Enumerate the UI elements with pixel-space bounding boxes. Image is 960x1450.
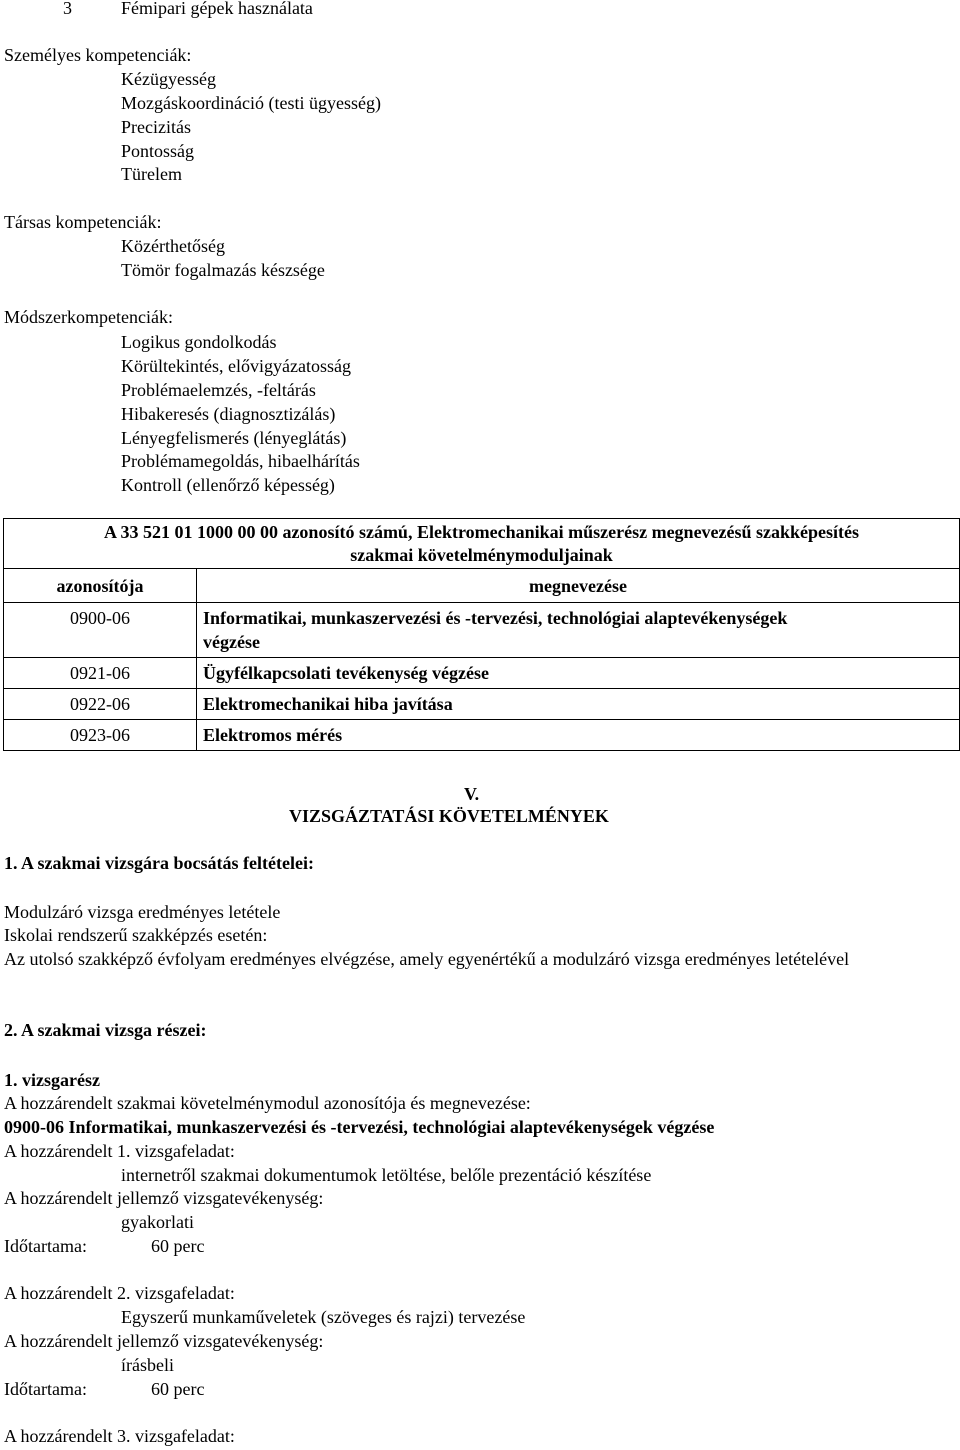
- list-item: Problémamegoldás, hibaelhárítás: [121, 451, 360, 471]
- module-id: 0900-06: [4, 603, 197, 658]
- module-name: Elektromechanikai hiba javítása: [197, 689, 960, 720]
- paragraph: Az utolsó szakképző évfolyam eredményes elvégzése, amely egyenértékű a modulzáró vizsga eredményes letételével: [4, 949, 850, 969]
- list-item: Türelem: [121, 164, 182, 184]
- table-row: [4, 720, 960, 751]
- list-item: Logikus gondolkodás: [121, 332, 277, 352]
- module-id: 0921-06: [4, 658, 197, 689]
- list-item: Közérthetőség: [121, 236, 225, 256]
- table-title-line1: A 33 521 01 1000 00 00 azonosító számú, Elektromechanikai műszerész megnevezésű szakképesítés: [103, 522, 860, 542]
- list-item: Problémaelemzés, -feltárás: [121, 380, 316, 400]
- activity1-value: gyakorlati: [121, 1212, 194, 1232]
- module-number: 3: [63, 0, 72, 18]
- column-header-name: megnevezése: [197, 569, 960, 603]
- duration2-value: 60 perc: [151, 1379, 205, 1399]
- part-heading: 1. vizsgarész: [4, 1070, 100, 1090]
- table-title: [4, 519, 960, 569]
- list-item: Lényegfelismerés (lényeglátás): [121, 428, 347, 448]
- module-name: [197, 603, 960, 658]
- list-item: Precizitás: [121, 117, 191, 137]
- list-item: Kézügyesség: [121, 69, 216, 89]
- task1-label: A hozzárendelt 1. vizsgafeladat:: [4, 1141, 235, 1161]
- table-title-line2: szakmai követelménymoduljainak: [350, 545, 613, 565]
- activity1-label: A hozzárendelt jellemző vizsgatevékenység:: [4, 1188, 324, 1208]
- list-item: Hibakeresés (diagnosztizálás): [121, 404, 336, 424]
- module-id: 0922-06: [4, 689, 197, 720]
- task3-label: A hozzárendelt 3. vizsgafeladat:: [4, 1426, 235, 1446]
- module-label: A hozzárendelt szakmai követelménymodul azonosítója és megnevezése:: [4, 1093, 531, 1113]
- social-competencies-label: Társas kompetenciák:: [4, 212, 162, 232]
- duration1-label: Időtartama:: [4, 1236, 87, 1256]
- section-heading: 1. A szakmai vizsgára bocsátás feltételei:: [4, 853, 314, 873]
- table-header-row: [4, 569, 960, 603]
- duration1-value: 60 perc: [151, 1236, 205, 1256]
- paragraph-line: Iskolai rendszerű szakképzés esetén:: [4, 925, 268, 945]
- table-row: [4, 689, 960, 720]
- module-name-line2: végzése: [203, 632, 260, 652]
- module-title: Fémipari gépek használata: [121, 0, 313, 18]
- modules-table: [3, 518, 960, 751]
- column-header-id: azonosítója: [4, 569, 197, 603]
- personal-competencies-label: Személyes kompetenciák:: [4, 45, 192, 65]
- table-row: [4, 603, 960, 658]
- list-item: Pontosság: [121, 141, 195, 161]
- chapter-title: VIZSGÁZTATÁSI KÖVETELMÉNYEK: [289, 806, 609, 826]
- module-id: 0923-06: [4, 720, 197, 751]
- chapter-number: V.: [464, 784, 480, 804]
- activity2-value: írásbeli: [121, 1355, 174, 1375]
- table-title-row: [4, 519, 960, 569]
- list-item: Tömör fogalmazás készsége: [121, 260, 325, 280]
- list-item: Mozgáskoordináció (testi ügyesség): [121, 93, 381, 113]
- list-item: Kontroll (ellenőrző képesség): [121, 475, 335, 495]
- duration2-label: Időtartama:: [4, 1379, 87, 1399]
- section-heading: 2. A szakmai vizsga részei:: [4, 1020, 207, 1040]
- module-name-line1: Informatikai, munkaszervezési és -tervezési, technológiai alaptevékenységek: [203, 608, 788, 628]
- method-competencies-label: Módszerkompetenciák:: [4, 307, 173, 327]
- activity2-label: A hozzárendelt jellemző vizsgatevékenység:: [4, 1331, 324, 1351]
- table-row: [4, 658, 960, 689]
- module-name: Ügyfélkapcsolati tevékenység végzése: [197, 658, 960, 689]
- paragraph-line: Modulzáró vizsga eredményes letétele: [4, 902, 281, 922]
- task1-value: internetről szakmai dokumentumok letöltése, belőle prezentáció készítése: [121, 1165, 652, 1185]
- module-value: 0900-06 Informatikai, munkaszervezési és -tervezési, technológiai alaptevékenységek végzése: [4, 1117, 715, 1137]
- list-item: Körültekintés, elővigyázatosság: [121, 356, 351, 376]
- task2-label: A hozzárendelt 2. vizsgafeladat:: [4, 1283, 235, 1303]
- task2-value: Egyszerű munkaműveletek (szöveges és rajzi) tervezése: [121, 1307, 526, 1327]
- module-name: Elektromos mérés: [197, 720, 960, 751]
